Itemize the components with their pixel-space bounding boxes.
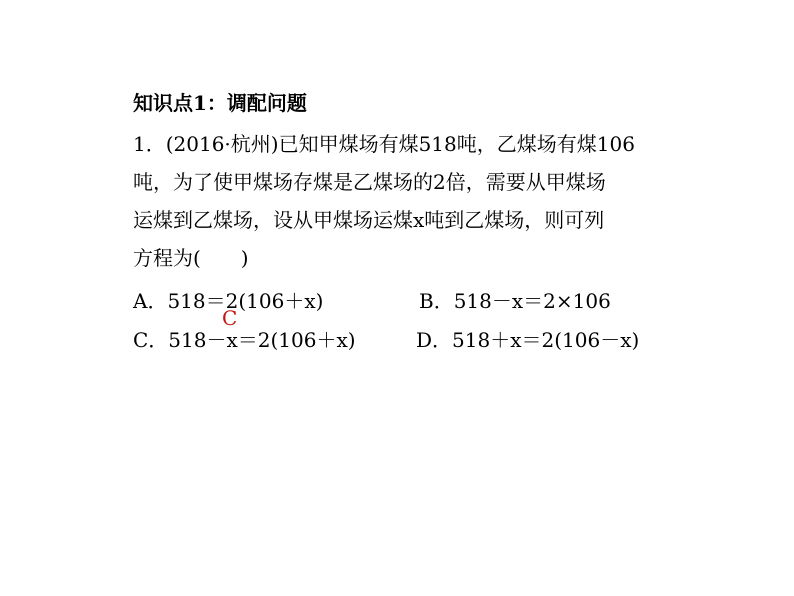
answer-mark: C [222, 306, 238, 330]
option-b: B．518－x＝2×106 [419, 289, 611, 313]
section-heading: 知识点1：调配问题 [133, 91, 307, 115]
question-line: 1．(2016·杭州)已知甲煤场有煤518吨，乙煤场有煤106 [133, 132, 635, 156]
question-line: 吨，为了使甲煤场存煤是乙煤场的2倍，需要从甲煤场 [133, 170, 606, 194]
option-c: C．518－x＝2(106＋x) [133, 328, 356, 352]
question-stem [133, 125, 673, 277]
question-line: 运煤到乙煤场，设从甲煤场运煤x吨到乙煤场，则可列 [133, 208, 605, 232]
option-a: A．518＝2(106＋x) [133, 289, 324, 313]
option-d: D．518＋x＝2(106－x) [416, 328, 640, 352]
question-line: 方程为( ) [133, 246, 249, 270]
